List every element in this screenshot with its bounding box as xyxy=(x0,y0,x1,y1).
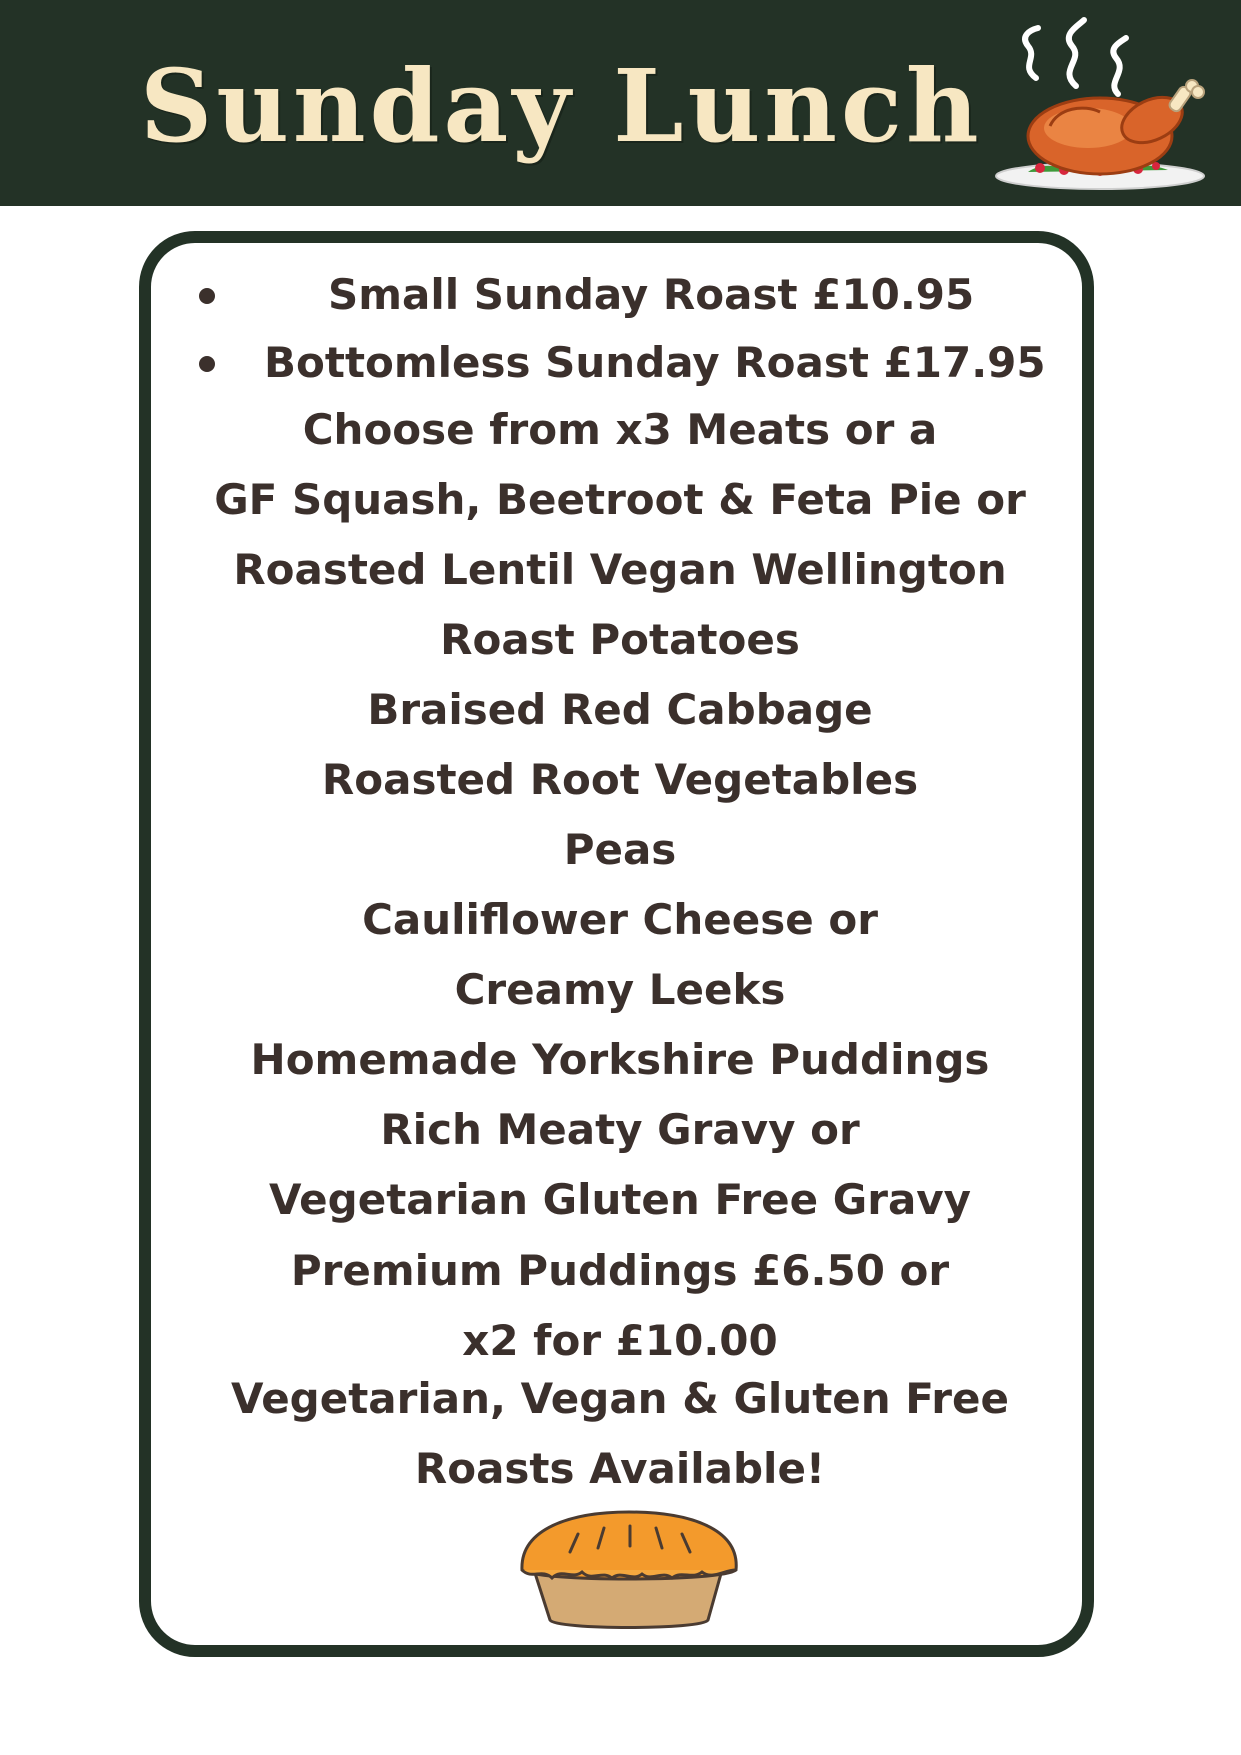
menu-line-root-vegetables: Roasted Root Vegetables xyxy=(321,755,919,804)
menu-line-dietary-roasts: Vegetarian, Vegan & Gluten Free xyxy=(230,1374,1009,1423)
menu-line-veg-gravy: Vegetarian Gluten Free Gravy xyxy=(268,1175,972,1224)
menu-line-peas: Peas xyxy=(563,825,677,874)
bullet-dot xyxy=(199,288,215,304)
menu-line-roasts-available: Roasts Available! xyxy=(414,1444,826,1493)
menu-line-creamy-leeks: Creamy Leeks xyxy=(454,965,786,1014)
menu-line-red-cabbage: Braised Red Cabbage xyxy=(367,685,873,734)
bullet-item-small-roast: Small Sunday Roast £10.95 xyxy=(328,270,975,319)
menu-line-vegan-wellington: Roasted Lentil Vegan Wellington xyxy=(233,545,1007,594)
menu-line-gf-pie: GF Squash, Beetroot & Feta Pie or xyxy=(214,475,1026,524)
page-title: Sunday Lunch xyxy=(140,47,983,165)
header-banner xyxy=(0,0,1241,206)
menu-line-meaty-gravy: Rich Meaty Gravy or xyxy=(380,1105,860,1154)
menu-line-premium-puddings: Premium Puddings £6.50 or xyxy=(290,1246,950,1295)
bullet-item-bottomless-roast: Bottomless Sunday Roast £17.95 xyxy=(264,338,1046,387)
menu-line-cauliflower-cheese: Cauliflower Cheese or xyxy=(362,895,878,944)
menu-line-puddings-offer: x2 for £10.00 xyxy=(462,1316,778,1365)
pie-icon xyxy=(512,1508,746,1634)
bullet-dot xyxy=(199,356,215,372)
menu-line-roast-potatoes: Roast Potatoes xyxy=(440,615,800,664)
menu-line-yorkshire-puddings: Homemade Yorkshire Puddings xyxy=(250,1035,990,1084)
roast-turkey-icon xyxy=(988,8,1214,198)
menu-line-meat-choice: Choose from x3 Meats or a xyxy=(302,405,938,454)
